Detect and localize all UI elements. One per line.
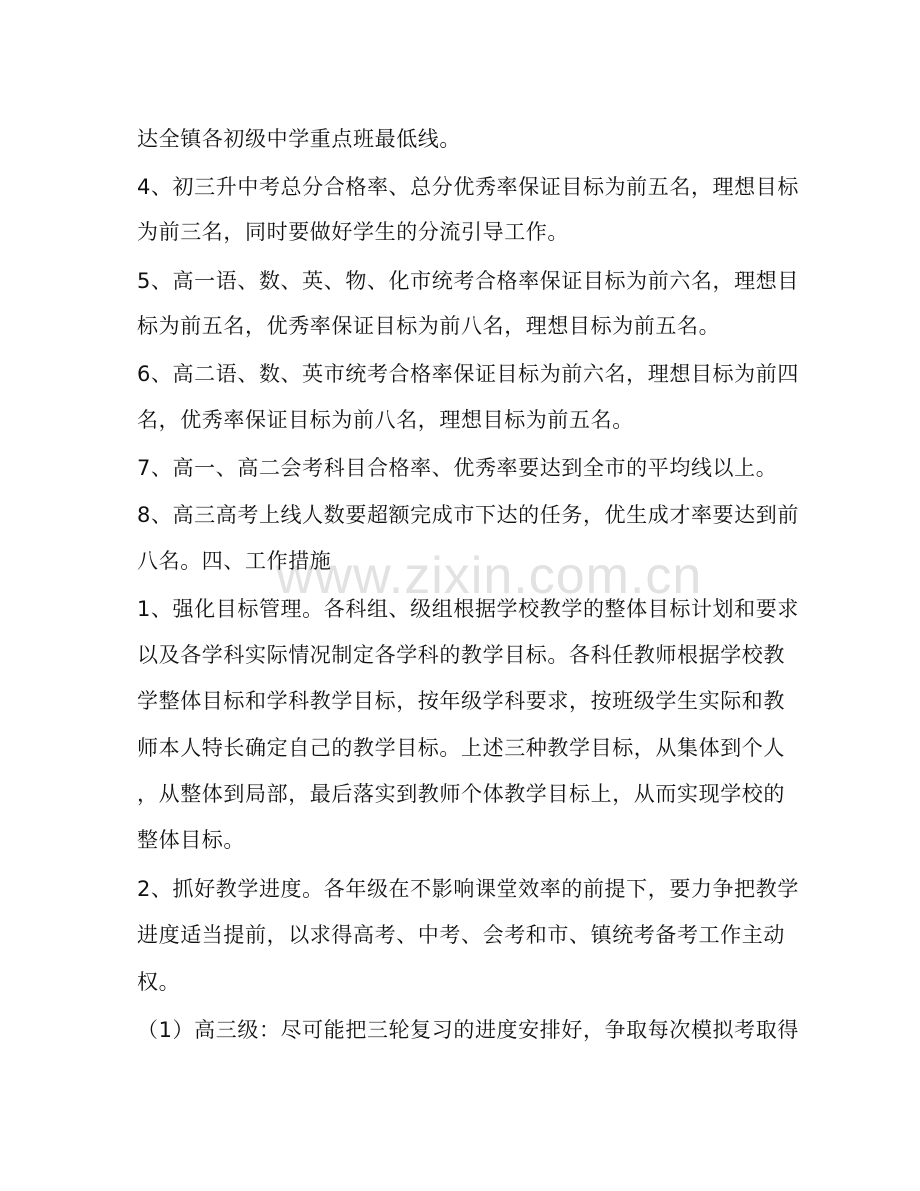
text-line: 八名。四、工作措施 (137, 549, 332, 573)
text-line: 名，优秀率保证目标为前八名，理想目标为前五名。 (137, 408, 634, 432)
text-line: （1）高三级：尽可能把三轮复习的进度安排好，争取每次模拟考取得 (137, 1018, 799, 1042)
text-line: 学整体目标和学科教学目标，按年级学科要求，按班级学生实际和教 (137, 689, 785, 713)
text-line: 达全镇各初级中学重点班最低线。 (137, 127, 461, 151)
text-line: 8、高三高考上线人数要超额完成市下达的任务，优生成才率要达到前 (137, 503, 799, 527)
text-line: 权。 (137, 970, 181, 994)
text-line: 1、强化目标管理。各科组、级组根据学校教学的整体目标计划和要求 (137, 597, 799, 621)
text-line: ，从整体到局部，最后落实到教师个体教学目标上，从而实现学校的 (137, 782, 785, 806)
text-line: 师本人特长确定自己的教学目标。上述三种教学目标，从集体到个人 (137, 736, 785, 760)
text-line: 7、高一、高二会考科目合格率、优秀率要达到全市的平均线以上。 (137, 456, 778, 480)
text-line: 4、初三升中考总分合格率、总分优秀率保证目标为前五名，理想目标 (137, 175, 799, 199)
watermark: www.zixin.com.cn (276, 547, 703, 605)
text-line: 5、高一语、数、英、物、化市统考合格率保证目标为前六名，理想目 (137, 269, 799, 293)
text-line: 为前三名，同时要做好学生的分流引导工作。 (137, 220, 569, 244)
text-line: 2、抓好教学进度。各年级在不影响课堂效率的前提下，要力争把教学 (137, 877, 799, 901)
text-line: 以及各学科实际情况制定各学科的教学目标。各科任教师根据学校教 (137, 643, 785, 667)
text-line: 进度适当提前，以求得高考、中考、会考和市、镇统考备考工作主动 (137, 923, 785, 947)
text-line: 6、高二语、数、英市统考合格率保证目标为前六名，理想目标为前四 (137, 362, 799, 386)
text-line: 整体目标。 (137, 828, 245, 852)
text-line: 标为前五名，优秀率保证目标为前八名，理想目标为前五名。 (137, 314, 721, 338)
